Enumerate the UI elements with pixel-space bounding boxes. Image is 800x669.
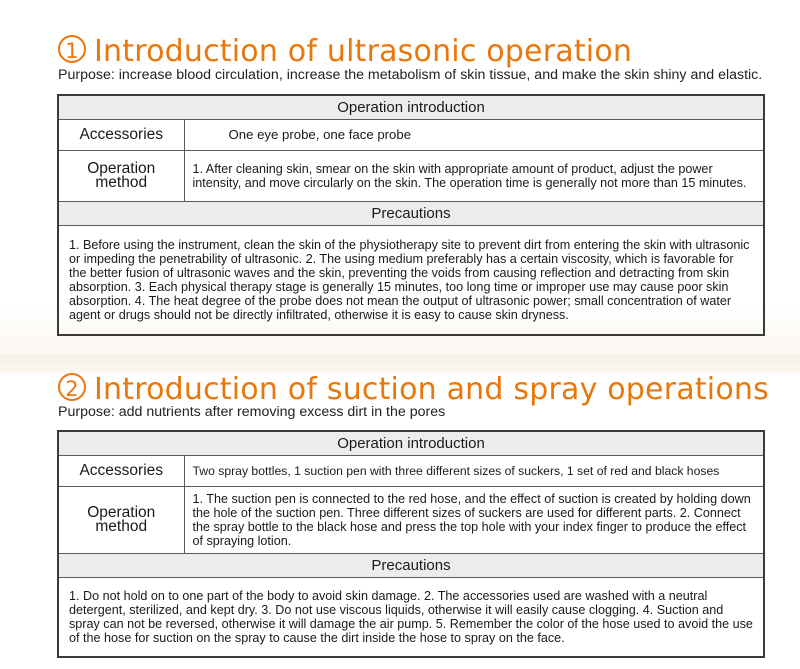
section-1-precautions-header: Precautions bbox=[58, 202, 764, 226]
section-2-title-text: Introduction of suction and spray operations bbox=[94, 372, 769, 407]
section-2-precautions-text: 1. Do not hold on to one part of the body to avoid skin damage. 2. The accessories used are washed with a neutral detergent, sterilized, and kept dry. 3. Do not use viscous liquids, otherwise it will easily cause clogging. 4. Suction and spray can not be reversed, otherwise it will damage the air pump. 5. Remember the color of the hose used to avoid the use of the hose for suction on the spray to cause the dirt inside the hose to spray on the face. bbox=[58, 578, 764, 658]
section-2-table bbox=[57, 430, 765, 658]
section-2-method-value: 1. The suction pen is connected to the red hose, and the effect of suction is created by holding down the hole of the suction pen. Three different sizes of suckers are used for different parts. 2. Connect the spray bottle to the black hose and press the top hole with your index finger to produce the effect of spraying lotion. bbox=[184, 487, 764, 554]
circled-number-2: 2 bbox=[58, 373, 86, 401]
section-2-method-label: Operation method bbox=[58, 487, 184, 554]
section-1-title bbox=[58, 34, 632, 69]
section-1-method-value: 1. After cleaning skin, smear on the skin with appropriate amount of product, adjust the power intensity, and move circularly on the skin. The operation time is generally not more than 15 minutes. bbox=[184, 151, 764, 202]
section-1-title-text: Introduction of ultrasonic operation bbox=[94, 34, 633, 69]
section-2-title bbox=[58, 372, 769, 407]
section-1-method-label: Operation method bbox=[58, 151, 184, 202]
circled-number-1: 1 bbox=[58, 35, 86, 63]
section-1-operation-header: Operation introduction bbox=[58, 95, 764, 120]
section-1-accessories-label: Accessories bbox=[58, 120, 184, 151]
section-1-accessories-value: One eye probe, one face probe bbox=[184, 120, 764, 151]
section-2-operation-header: Operation introduction bbox=[58, 431, 764, 456]
section-2-purpose: Purpose: add nutrients after removing excess dirt in the pores bbox=[58, 404, 446, 420]
section-2-accessories-label: Accessories bbox=[58, 456, 184, 487]
section-1-table bbox=[57, 94, 765, 336]
section-1-precautions-text: 1. Before using the instrument, clean the skin of the physiotherapy site to prevent dirt from entering the skin with ultrasonic or impeding the penetrability of ultrasonic. 2. The using medium preferably has a certain viscosity, which is favorable for the better fusion of ultrasonic waves and the skin, preventing the voids from causing reflection and detracting from skin absorption. 3. Each physical therapy stage is generally 15 minutes, too long time or improper use may cause poor skin absorption. 4. The heat degree of the probe does not mean the output of ultrasonic power; small concentration of water agent or drugs should not be directly infiltrated, otherwise it is easy to cause skin dryness. bbox=[58, 226, 764, 336]
section-1-purpose: Purpose: increase blood circulation, increase the metabolism of skin tissue, and make the skin shiny and elastic. bbox=[58, 67, 763, 83]
section-2-accessories-value: Two spray bottles, 1 suction pen with three different sizes of suckers, 1 set of red and black hoses bbox=[184, 456, 764, 487]
section-divider bbox=[0, 355, 800, 373]
section-2-precautions-header: Precautions bbox=[58, 554, 764, 578]
